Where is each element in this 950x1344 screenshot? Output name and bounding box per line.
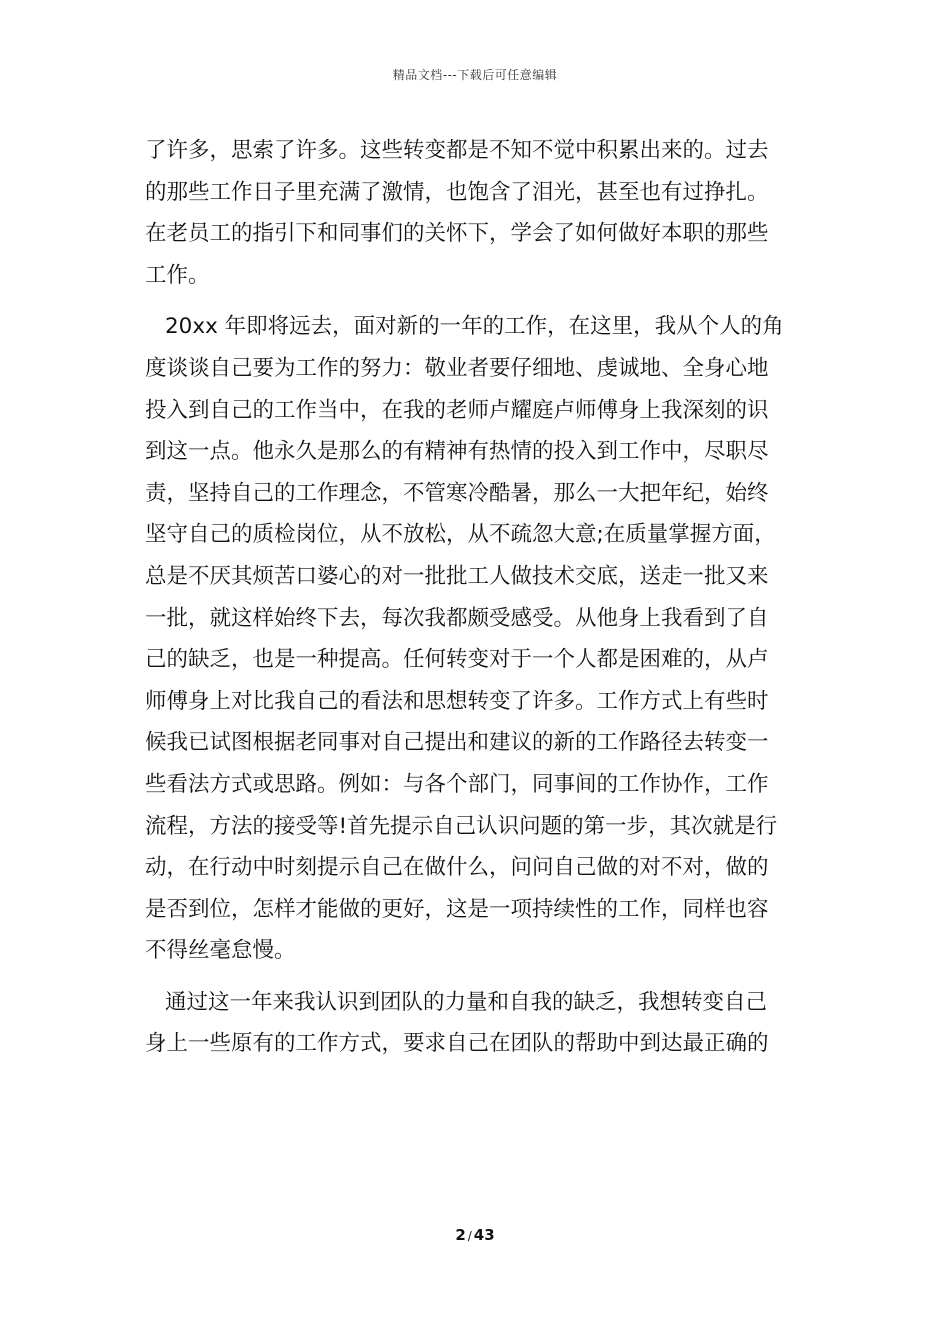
text-line: 流程，方法的接受等!首先提示自己认识问题的第一步，其次就是行 [145,813,778,839]
text-line: 20xx 年即将远去，面对新的一年的工作，在这里，我从个人的角 [165,314,784,340]
text-line: 是否到位，怎样才能做的更好，这是一项持续性的工作，同样也容 [145,896,769,922]
text-line: 师傅身上对比我自己的看法和思想转变了许多。工作方式上有些时 [145,688,769,714]
text-line: 到这一点。他永久是那么的有精神有热情的投入到工作中，尽职尽 [145,439,769,465]
paragraph-1 [145,130,805,296]
text-line: 度谈谈自己要为工作的努力：敬业者要仔细地、虔诚地、全身心地 [145,355,769,381]
text-line: 些看法方式或思路。例如：与各个部门，同事间的工作协作，工作 [145,771,769,797]
text-line: 一批，就这样始终下去，每次我都颇受感受。从他身上我看到了自 [145,605,769,631]
text-line: 责，坚持自己的工作理念，不管寒冷酷暑，那么一大把年纪，始终 [145,480,769,506]
page-separator: / [467,1229,472,1243]
text-line: 动，在行动中时刻提示自己在做什么，问问自己做的对不对，做的 [145,855,769,881]
total-pages: 43 [473,1226,495,1244]
paragraph-2 [145,306,805,972]
current-page: 2 [455,1226,466,1244]
text-line: 了许多，思索了许多。这些转变都是不知不觉中积累出来的。过去 [145,138,769,163]
text-line: 己的缺乏，也是一种提高。任何转变对于一个人都是困难的，从卢 [145,647,769,673]
page-header: 精品文档---下载后可任意编辑 [392,68,558,82]
text-line: 不得丝毫怠慢。 [145,938,296,964]
page-number [0,1226,950,1244]
text-line: 工作。 [145,262,210,288]
text-line: 在老员工的指引下和同事们的关怀下，学会了如何做好本职的那些 [145,221,769,247]
text-line: 坚守自己的质检岗位，从不放松，从不疏忽大意;在质量掌握方面， [145,522,776,548]
text-line: 候我已试图根据老同事对自己提出和建议的新的工作路径去转变一 [145,730,769,756]
document-body [145,130,805,1065]
paragraph-3 [145,982,805,1065]
text-line: 身上一些原有的工作方式，要求自己在团队的帮助中到达最正确的 [145,1031,769,1057]
text-line: 投入到自己的工作当中，在我的老师卢耀庭卢师傅身上我深刻的识 [145,397,769,423]
text-line: 的那些工作日子里充满了激情，也饱含了泪光，甚至也有过挣扎。 [145,179,769,205]
text-line: 通过这一年来我认识到团队的力量和自我的缺乏，我想转变自己 [165,989,768,1015]
text-line: 总是不厌其烦苦口婆心的对一批批工人做技术交底，送走一批又来 [145,563,769,589]
